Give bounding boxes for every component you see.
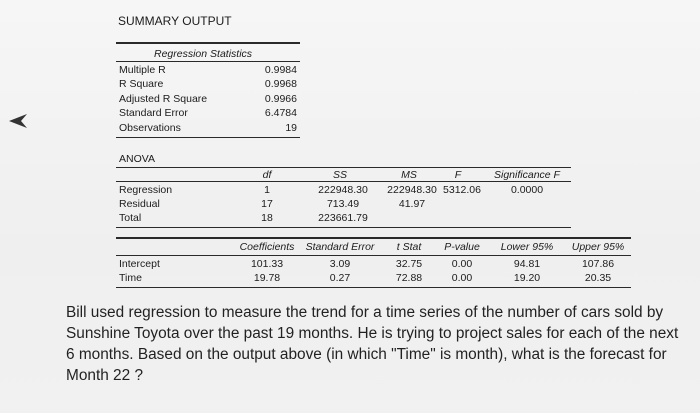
regstats-top-rule bbox=[116, 42, 300, 44]
coef-standard-error: 0.27 bbox=[329, 272, 351, 284]
anova-header-significance: Significance F bbox=[494, 169, 560, 181]
anova-ss: 222948.30 bbox=[318, 184, 368, 196]
regstats-label: Multiple R bbox=[119, 64, 166, 76]
anova-significance: 0.0000 bbox=[510, 184, 544, 196]
anova-row-label: Regression bbox=[119, 184, 173, 196]
coef-header-standard-error: Standard Error bbox=[305, 241, 375, 253]
coef-t-stat: 72.88 bbox=[395, 272, 423, 284]
coef-upper-95: 20.35 bbox=[584, 272, 612, 284]
coef-bottom-rule bbox=[116, 287, 631, 288]
coef-p-value: 0.00 bbox=[451, 258, 473, 270]
anova-df: 17 bbox=[261, 198, 273, 210]
anova-top-rule bbox=[116, 167, 571, 168]
coef-header-coefficients: Coefficients bbox=[239, 241, 295, 253]
coef-standard-error: 3.09 bbox=[329, 258, 351, 270]
coef-header-upper-95: Upper 95% bbox=[571, 241, 625, 253]
coef-lower-95: 19.20 bbox=[513, 272, 541, 284]
anova-header-rule bbox=[116, 181, 571, 182]
regstats-header-rule bbox=[116, 61, 300, 62]
regstats-value: 19 bbox=[285, 122, 297, 134]
mouse-cursor-icon bbox=[7, 110, 29, 132]
anova-row-label: Residual bbox=[119, 198, 160, 210]
anova-ms: 41.97 bbox=[398, 198, 426, 210]
regstats-label: Standard Error bbox=[119, 107, 188, 119]
coef-header-rule bbox=[116, 255, 631, 256]
anova-ss: 223661.79 bbox=[318, 212, 368, 224]
anova-df: 18 bbox=[261, 212, 273, 224]
regstats-value: 0.9984 bbox=[264, 64, 297, 76]
regstats-value: 6.4784 bbox=[264, 107, 297, 119]
regstats-label: Adjusted R Square bbox=[119, 93, 208, 105]
anova-header-ss: SS bbox=[332, 169, 347, 181]
regstats-label: R Square bbox=[119, 78, 164, 90]
coef-header-p-value: P-value bbox=[444, 241, 480, 253]
regstats-label: Observations bbox=[119, 122, 181, 134]
coef-upper-95: 107.86 bbox=[581, 258, 615, 270]
coef-t-stat: 32.75 bbox=[395, 258, 423, 270]
anova-f: 5312.06 bbox=[443, 184, 481, 196]
anova-ms: 222948.30 bbox=[387, 184, 437, 196]
question-text: Bill used regression to measure the trend for a time series of the number of cars sold by Sunshine Toyota over the past 19 months. He is trying to project sales for each of the next 6 months. Based on the output above (in which "Time" is month), what is the forecast for Month 22 ? bbox=[66, 304, 679, 384]
regstats-value: 0.9968 bbox=[264, 78, 297, 90]
coef-row-label: Time bbox=[119, 272, 142, 284]
anova-row-label: Total bbox=[119, 212, 142, 224]
regstats-bottom-rule bbox=[116, 137, 300, 138]
anova-title: ANOVA bbox=[119, 153, 155, 165]
anova-header-ms: MS bbox=[401, 169, 417, 181]
anova-bottom-rule bbox=[116, 227, 571, 228]
coef-top-rule bbox=[116, 237, 631, 239]
regstats-header: Regression Statistics bbox=[154, 48, 253, 60]
regstats-value: 0.9966 bbox=[264, 93, 297, 105]
coef-row-label: Intercept bbox=[119, 258, 160, 270]
anova-df: 1 bbox=[264, 184, 270, 196]
coef-coefficient: 101.33 bbox=[250, 258, 284, 270]
coef-lower-95: 94.81 bbox=[513, 258, 541, 270]
coef-coefficient: 19.78 bbox=[253, 272, 281, 284]
anova-header-f: F bbox=[454, 169, 462, 181]
coef-header-t-stat: t Stat bbox=[396, 241, 422, 253]
anova-ss: 713.49 bbox=[326, 198, 360, 210]
anova-header-df: df bbox=[262, 169, 272, 181]
summary-title: SUMMARY OUTPUT bbox=[118, 14, 232, 28]
coef-p-value: 0.00 bbox=[451, 272, 473, 284]
coef-header-lower-95: Lower 95% bbox=[500, 241, 554, 253]
